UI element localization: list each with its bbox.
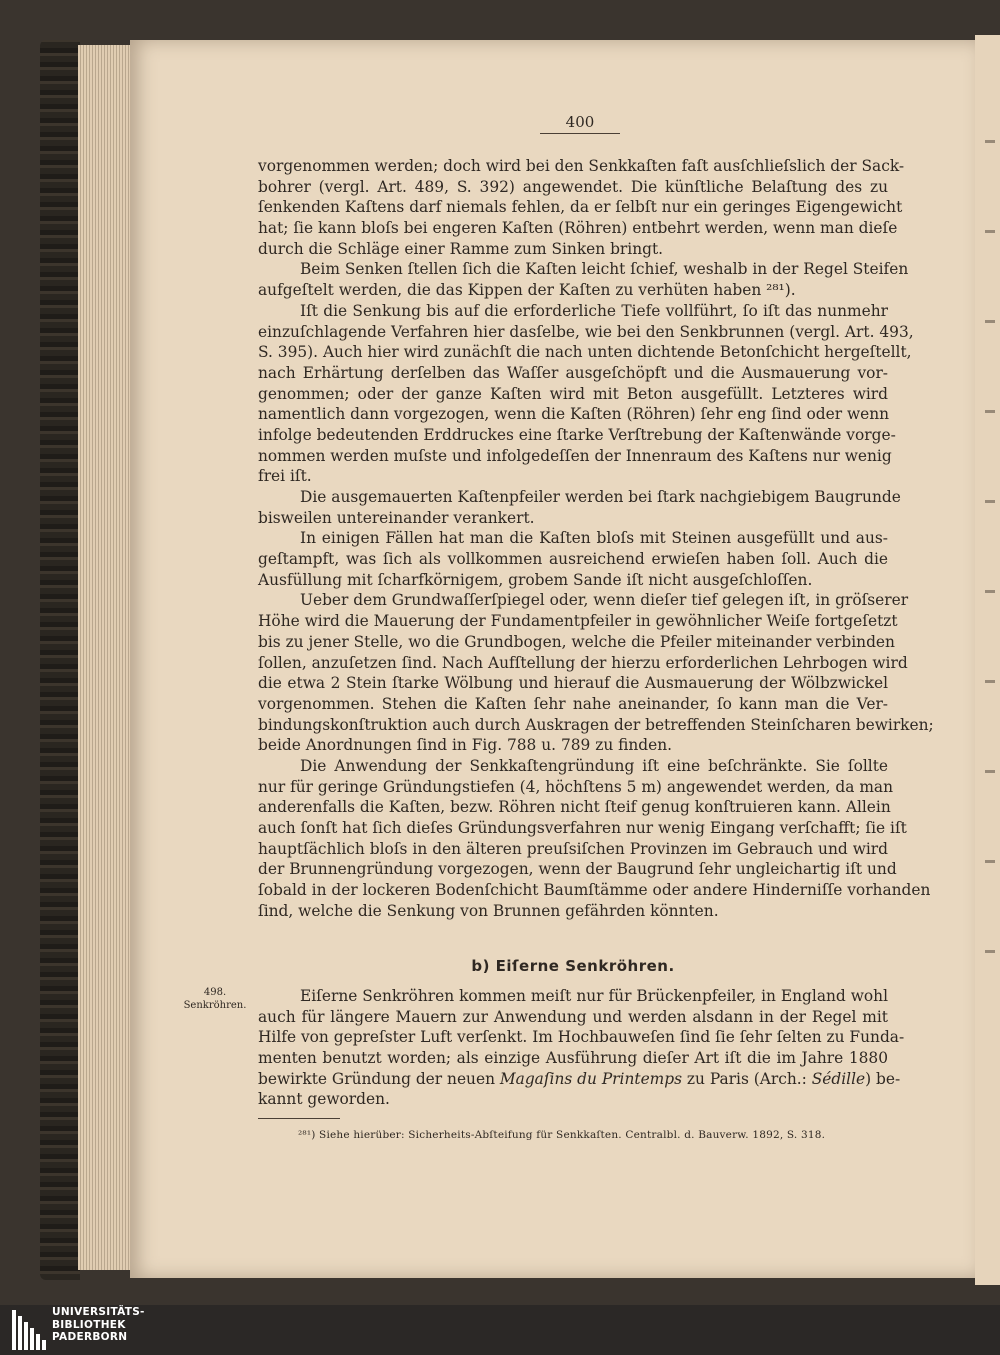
page-number: 400: [565, 113, 595, 131]
section-heading: b) Eiſerne Senkröhren.: [471, 957, 675, 975]
text-line-mixed: [258, 1069, 901, 1090]
margin-note-number: 498.: [203, 987, 227, 998]
section-text: [258, 986, 905, 1110]
logo-line: PADERBORN: [52, 1331, 128, 1343]
library-logo-text: [52, 1306, 145, 1344]
text-line: Iſt die Senkung bis auf die erforderliche Tiefe vollführt, ſo iſt das nunmehr: [300, 301, 888, 320]
margin-note-label: Senkröhren.: [183, 1000, 247, 1011]
text-line: nommen werden muſste und infolgedeſſen der Innenraum des Kaſtens nur wenig: [258, 446, 892, 465]
text-line: kannt geworden.: [258, 1090, 390, 1109]
text-line: ſenkenden Kaſtens darf niemals fehlen, da er ſelbſt nur ein geringes Eigengewicht: [258, 198, 903, 217]
footnote: ²⁸¹) Siehe hierüber: Sicherheits-Abſteifung für Senkkaſten. Centralbl. d. Bauverw. 1892, S. 318.: [298, 1129, 826, 1141]
text-line: auch ſonſt hat ſich dieſes Gründungsverfahren nur wenig Eingang verſchafft; ſie iſt: [258, 819, 907, 837]
text-run: ) be-: [865, 1069, 901, 1088]
text-line: ſobald in der lockeren Bodenſchicht Baumſtämme oder andere Hinderniſſe vorhanden: [258, 881, 931, 900]
italic-name: Sédille: [811, 1069, 866, 1088]
text-line: nach Erhärtung derſelben das Waſſer ausgeſchöpft und die Ausmauerung vor-: [258, 363, 888, 382]
text-line: der Brunnengründung vorgezogen, wenn der Baugrund ſehr ungleichartig iſt und: [258, 860, 897, 879]
text-line: Höhe wird die Mauerung der Fundamentpfeiler in gewöhnlicher Weiſe fortgeſetzt: [258, 612, 898, 631]
text-line: menten benutzt worden; als einzige Ausführung dieſer Art iſt die im Jahre 1880: [258, 1049, 888, 1068]
text-line: ſind, welche die Senkung von Brunnen gefährden könnten.: [258, 901, 719, 920]
text-line: Hilfe von gepreſster Luft verſenkt. Im Hochbauweſen ſind ſie ſehr ſelten zu Funda-: [258, 1028, 905, 1047]
text-line: Ausfüllung mit ſcharfkörnigem, grobem Sande iſt nicht ausgeſchloſſen.: [258, 570, 813, 589]
text-line: Ueber dem Grundwaſſerſpiegel oder, wenn dieſer tief gelegen iſt, in gröſserer: [300, 591, 909, 610]
facing-page-marks: [985, 100, 995, 1000]
footnote-rule: [258, 1118, 340, 1119]
body-text: [258, 156, 934, 921]
text-line: bohrer (vergl. Art. 489, S. 392) angewendet. Die künſtliche Belaſtung des zu: [258, 177, 888, 196]
text-line: hat; ſie kann bloſs bei engeren Kaſten (Röhren) entbehrt werden, wenn man dieſe: [258, 219, 898, 238]
text-line: S. 395). Auch hier wird zunächſt die nach unten dichtende Betonſchicht hergeſtellt,: [258, 343, 912, 362]
logo-line: UNIVERSITÄTS-: [52, 1306, 145, 1318]
text-line: hauptſächlich bloſs in den älteren preuſsiſchen Provinzen im Gebrauch und wird: [258, 839, 888, 858]
text-line: vorgenommen. Stehen die Kaſten ſehr nahe aneinander, ſo kann man die Ver-: [258, 694, 888, 713]
library-footer-bar: [0, 1305, 1000, 1355]
logo-line: BIBLIOTHEK: [52, 1318, 126, 1331]
text-line: Die Anwendung der Senkkaſtengründung iſt eine beſchränkte. Sie ſollte: [300, 756, 888, 775]
text-line: Die ausgemauerten Kaſtenpfeiler werden bei ſtark nachgiebigem Baugrunde: [300, 488, 901, 506]
text-line: infolge bedeutenden Erddruckes eine ſtarke Verſtrebung der Kaſtenwände vorge-: [258, 425, 896, 444]
text-line: die etwa 2 Stein ſtarke Wölbung und hierauf die Ausmauerung der Wölbzwickel: [258, 674, 888, 693]
text-line: geſtampft, was ſich als vollkommen ausreichend erwieſen haben ſoll. Auch die: [258, 550, 888, 569]
text-run: zu Paris (Arch.:: [682, 1069, 812, 1088]
text-line: namentlich dann vorgezogen, wenn die Kaſten (Röhren) ſehr eng ſind oder wenn: [258, 405, 890, 424]
library-logo-icon: [12, 1310, 46, 1350]
text-line: In einigen Fällen hat man die Kaſten bloſs mit Steinen ausgefüllt und aus-: [300, 529, 888, 548]
text-line: Eiſerne Senkröhren kommen meiſt nur für Brückenpfeiler, in England wohl: [300, 987, 888, 1005]
text-line: frei iſt.: [258, 467, 312, 486]
text-line: genommen; oder der ganze Kaſten wird mit Beton ausgefüllt. Letzteres wird: [258, 384, 888, 403]
book-cover-edge: [40, 40, 80, 1280]
text-line: beide Anordnungen ſind in Fig. 788 u. 789 zu finden.: [258, 736, 673, 755]
text-line: durch die Schläge einer Ramme zum Sinken bringt.: [258, 239, 664, 258]
text-line: vorgenommen werden; doch wird bei den Senkkaſten faſt ausſchlieſslich der Sack-: [258, 157, 905, 175]
text-line: bisweilen untereinander verankert.: [258, 508, 535, 527]
text-line: bis zu jener Stelle, wo die Grundbogen, welche die Pfeiler miteinander verbinden: [258, 632, 895, 651]
page-number-rule: [540, 133, 620, 134]
text-line: nur für geringe Gründungstiefen (4, höchſtens 5 m) angewendet werden, da man: [258, 777, 893, 796]
text-run: bewirkte Gründung der neuen: [258, 1069, 500, 1088]
margin-note: [180, 986, 250, 1012]
text-line: einzuſchlagende Verfahren hier dasſelbe, wie bei den Senkbrunnen (vergl. Art. 493,: [258, 322, 914, 341]
text-line: Beim Senken ſtellen ſich die Kaſten leicht ſchief, weshalb in der Regel Steifen: [300, 260, 909, 279]
text-line: ſollen, anzuſetzen ſind. Nach Aufſtellung der hierzu erforderlichen Lehrbogen wird: [258, 653, 908, 672]
text-line: anderenfalls die Kaſten, bezw. Röhren nicht ſteif genug konſtruieren kann. Allein: [258, 798, 891, 817]
text-line: aufgeſtelt werden, die das Kippen der Kaſten zu verhüten haben ²⁸¹).: [258, 281, 796, 300]
page-edges: [78, 45, 134, 1270]
italic-title: Magaſins du Printemps: [499, 1069, 683, 1088]
text-line: auch für längere Mauern zur Anwendung und werden alsdann in der Regel mit: [258, 1007, 888, 1026]
text-line: bindungskonſtruktion auch durch Auskragen der betreffenden Steinſcharen bewirken;: [258, 715, 934, 734]
